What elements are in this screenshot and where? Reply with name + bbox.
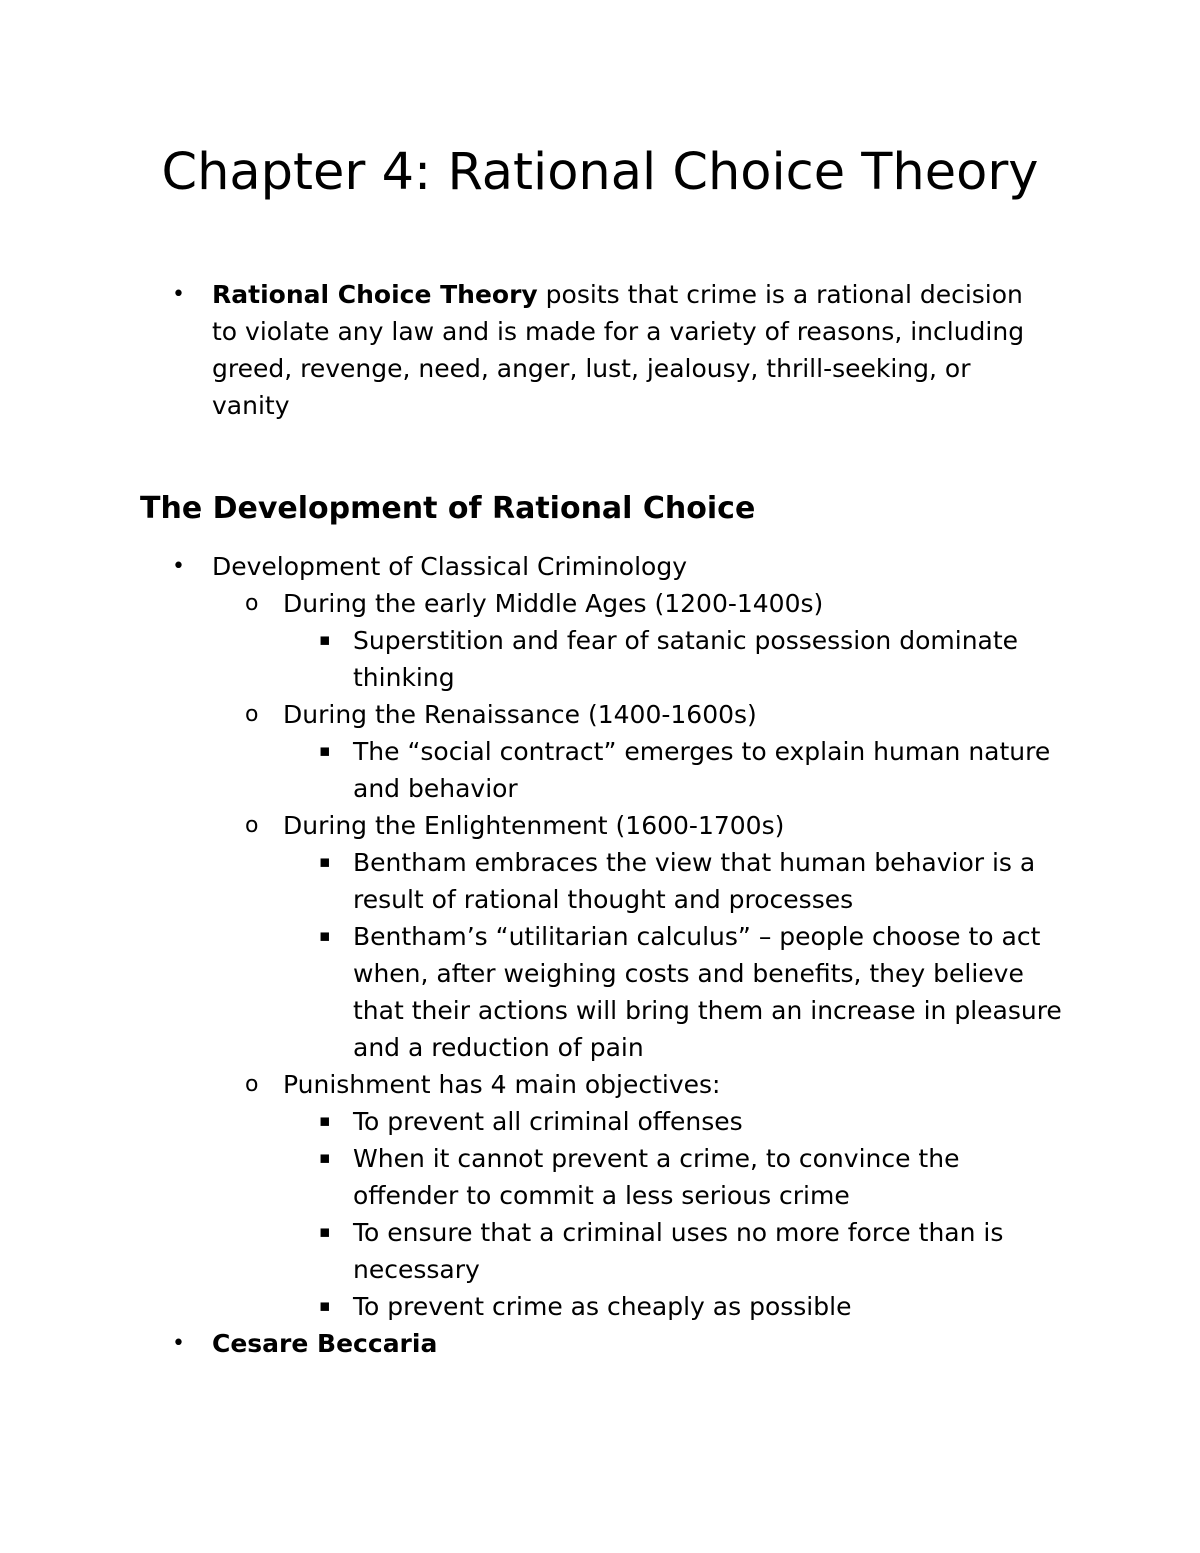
list-item-enlightenment-point-1 [319, 844, 1063, 918]
bullet-square-icon: ▪ [319, 1111, 331, 1131]
page-title: Chapter 4: Rational Choice Theory [161, 143, 1039, 202]
bullet-circle-icon: o [245, 1072, 259, 1097]
list-item-beccaria [172, 1325, 1072, 1362]
list-item-enlightenment [245, 807, 1073, 844]
list-item-text: Bentham embraces the view that human behavior is a result of rational thought and processes [353, 848, 1036, 914]
list-item-punishment-4 [319, 1288, 1063, 1325]
outline-list [0, 548, 1200, 1362]
list-item-punishment-3 [319, 1214, 1063, 1288]
list-item-text: Bentham’s “utilitarian calculus” – people choose to act when, after weighing costs and benefits, they believe that their actions will bring them an increase in pleasure and a reduction of pain [353, 922, 1062, 1062]
bullet-square-icon: ▪ [319, 1296, 331, 1316]
bullet-square-icon: ▪ [319, 1222, 331, 1242]
bullet-square-icon: ▪ [319, 630, 331, 650]
list-item-middle-ages-point [319, 622, 1063, 696]
intro-text: posits that crime is a rational decision to violate any law and is made for a variety of reasons, including greed, revenge, need, anger, lust, jealousy, thrill-seeking, or vanity [212, 280, 1025, 420]
list-item-enlightenment-point-2 [319, 918, 1063, 1066]
intro-term: Rational Choice Theory [212, 280, 538, 309]
list-item-text: The “social contract” emerges to explain human nature and behavior [353, 737, 1051, 803]
intro-list-item [172, 276, 1042, 424]
bullet-circle-icon: o [245, 813, 259, 838]
list-item-renaissance-point [319, 733, 1063, 807]
list-item-text: Punishment has 4 main objectives: [283, 1070, 721, 1099]
bullet-square-icon: ▪ [319, 1148, 331, 1168]
list-item-punishment-1 [319, 1103, 1063, 1140]
bullet-square-icon: ▪ [319, 926, 331, 946]
bullet-square-icon: ▪ [319, 741, 331, 761]
list-item-text: Development of Classical Criminology [212, 552, 687, 581]
bullet-dot-icon: • [172, 554, 185, 579]
list-item-classical [172, 548, 1072, 585]
list-item-text: To prevent all criminal offenses [353, 1107, 743, 1136]
list-item-text: To ensure that a criminal uses no more force than is necessary [353, 1218, 1004, 1284]
list-item-punishment [245, 1066, 1073, 1103]
list-item-middle-ages [245, 585, 1073, 622]
bullet-circle-icon: o [245, 702, 259, 727]
bullet-dot-icon: • [172, 1331, 185, 1356]
list-item-text: During the early Middle Ages (1200-1400s) [283, 589, 824, 618]
bullet-square-icon: ▪ [319, 852, 331, 872]
list-item-renaissance [245, 696, 1073, 733]
list-item-text: When it cannot prevent a crime, to convince the offender to commit a less serious crime [353, 1144, 960, 1210]
list-item-text: During the Enlightenment (1600-1700s) [283, 811, 785, 840]
bullet-dot-icon: • [172, 282, 185, 307]
list-item-text: To prevent crime as cheaply as possible [353, 1292, 852, 1321]
list-item-punishment-2 [319, 1140, 1063, 1214]
bullet-circle-icon: o [245, 591, 259, 616]
list-item-text: During the Renaissance (1400-1600s) [283, 700, 757, 729]
list-item-text: Superstition and fear of satanic possession dominate thinking [353, 626, 1019, 692]
section-heading: The Development of Rational Choice [140, 491, 756, 526]
list-item-text: Cesare Beccaria [212, 1329, 438, 1358]
